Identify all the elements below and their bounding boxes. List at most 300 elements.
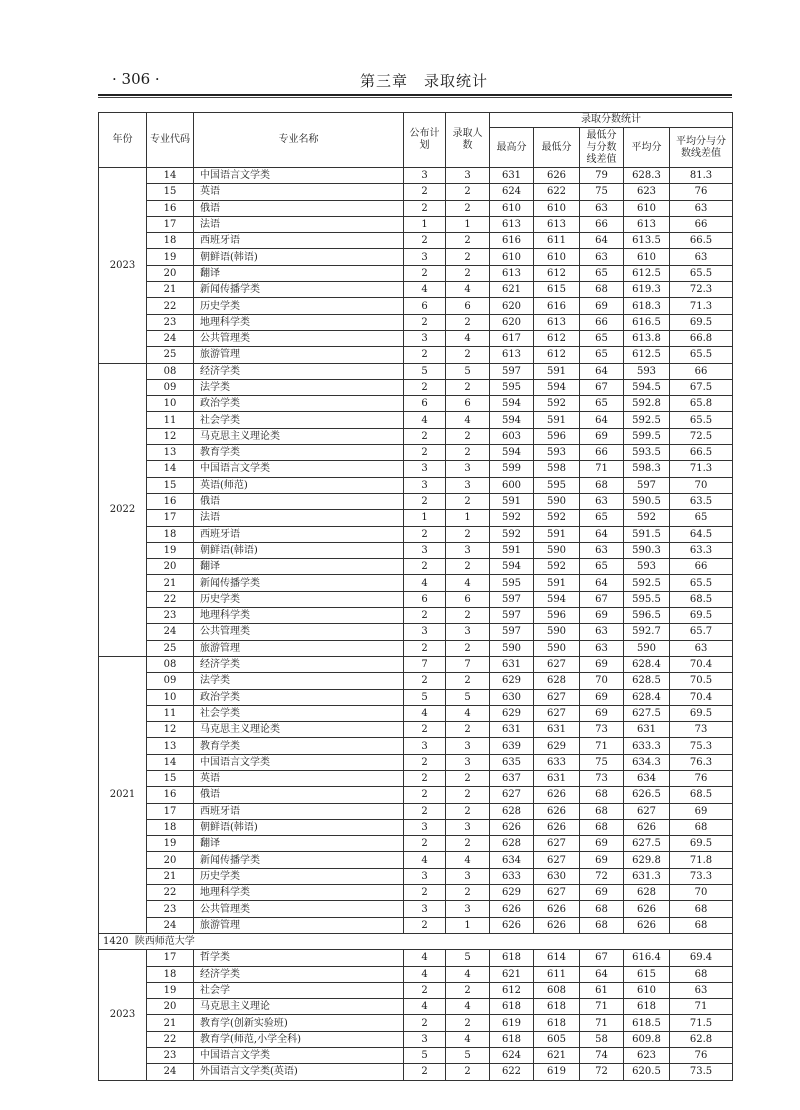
min-score-cell: 622 [534, 184, 580, 200]
max-score-cell: 594 [490, 412, 534, 428]
table-row [99, 477, 733, 493]
major-name-cell: 政治学类 [194, 396, 404, 412]
major-name-cell: 英语(师范) [194, 477, 404, 493]
plan-cell: 1 [404, 510, 446, 526]
min-score-cell: 613 [534, 216, 580, 232]
code-cell: 19 [147, 249, 194, 265]
major-name-cell: 政治学类 [194, 689, 404, 705]
avg-diff-cell: 66 [670, 363, 733, 379]
major-name-cell: 中国语言文学类 [194, 461, 404, 477]
max-score-cell: 626 [490, 901, 534, 917]
avg-score-cell: 629.8 [624, 852, 670, 868]
min-score-cell: 618 [534, 1015, 580, 1031]
min-diff-cell: 61 [580, 982, 624, 998]
min-diff-cell: 63 [580, 624, 624, 640]
plan-cell: 2 [404, 787, 446, 803]
table-row [99, 999, 733, 1015]
table-row [99, 363, 733, 379]
major-name-cell: 哲学类 [194, 950, 404, 966]
table-row [99, 330, 733, 346]
table-row [99, 982, 733, 998]
min-score-cell: 616 [534, 298, 580, 314]
admitted-cell: 3 [446, 477, 490, 493]
min-score-cell: 621 [534, 1048, 580, 1064]
max-score-cell: 595 [490, 575, 534, 591]
table-row [99, 542, 733, 558]
min-diff-cell: 66 [580, 216, 624, 232]
code-cell: 08 [147, 656, 194, 672]
min-diff-cell: 65 [580, 265, 624, 281]
table-row [99, 656, 733, 672]
code-cell: 21 [147, 868, 194, 884]
avg-score-cell: 623 [624, 184, 670, 200]
year-cell: 2023 [99, 950, 147, 1080]
major-name-cell: 朝鲜语(韩语) [194, 249, 404, 265]
code-cell: 22 [147, 1031, 194, 1047]
table-row [99, 917, 733, 933]
plan-cell: 2 [404, 673, 446, 689]
avg-diff-cell: 65.5 [670, 347, 733, 363]
table-row [99, 950, 733, 966]
admitted-cell: 2 [446, 885, 490, 901]
admitted-cell: 2 [446, 982, 490, 998]
table-row [99, 428, 733, 444]
major-name-cell: 公共管理类 [194, 624, 404, 640]
code-cell: 09 [147, 379, 194, 395]
major-name-cell: 历史学类 [194, 591, 404, 607]
avg-diff-cell: 68 [670, 917, 733, 933]
table-row [99, 461, 733, 477]
major-name-cell: 俄语 [194, 493, 404, 509]
avg-diff-cell: 69.5 [670, 608, 733, 624]
admitted-cell: 2 [446, 445, 490, 461]
max-score-cell: 594 [490, 396, 534, 412]
major-name-cell: 西班牙语 [194, 803, 404, 819]
avg-score-cell: 592 [624, 510, 670, 526]
min-score-cell: 627 [534, 656, 580, 672]
min-diff-cell: 69 [580, 656, 624, 672]
admitted-cell: 6 [446, 298, 490, 314]
table-row [99, 1031, 733, 1047]
code-cell: 15 [147, 770, 194, 786]
table-row [99, 216, 733, 232]
table-row [99, 819, 733, 835]
avg-diff-cell: 72.3 [670, 282, 733, 298]
avg-score-cell: 598.3 [624, 461, 670, 477]
avg-diff-cell: 68 [670, 901, 733, 917]
max-score-cell: 639 [490, 738, 534, 754]
plan-cell: 4 [404, 999, 446, 1015]
min-diff-cell: 68 [580, 901, 624, 917]
avg-diff-cell: 75.3 [670, 738, 733, 754]
admitted-cell: 2 [446, 673, 490, 689]
table-row [99, 966, 733, 982]
min-score-cell: 592 [534, 396, 580, 412]
plan-cell: 3 [404, 477, 446, 493]
min-diff-cell: 64 [580, 363, 624, 379]
avg-diff-cell: 70 [670, 477, 733, 493]
admitted-cell: 5 [446, 689, 490, 705]
plan-cell: 6 [404, 396, 446, 412]
code-cell: 13 [147, 445, 194, 461]
plan-cell: 3 [404, 868, 446, 884]
code-cell: 17 [147, 510, 194, 526]
min-diff-cell: 70 [580, 673, 624, 689]
admitted-cell: 2 [446, 347, 490, 363]
admitted-cell: 2 [446, 379, 490, 395]
min-diff-cell: 73 [580, 722, 624, 738]
code-cell: 14 [147, 168, 194, 184]
min-score-cell: 593 [534, 445, 580, 461]
avg-score-cell: 631 [624, 722, 670, 738]
min-diff-cell: 72 [580, 868, 624, 884]
plan-cell: 2 [404, 233, 446, 249]
code-cell: 14 [147, 461, 194, 477]
code-cell: 17 [147, 803, 194, 819]
plan-cell: 1 [404, 216, 446, 232]
plan-cell: 2 [404, 754, 446, 770]
min-score-cell: 626 [534, 803, 580, 819]
min-diff-cell: 71 [580, 738, 624, 754]
avg-diff-cell: 68.5 [670, 787, 733, 803]
min-diff-cell: 69 [580, 852, 624, 868]
plan-cell: 2 [404, 265, 446, 281]
avg-score-cell: 626 [624, 901, 670, 917]
avg-score-cell: 592.5 [624, 412, 670, 428]
table-row [99, 673, 733, 689]
max-score-cell: 619 [490, 1015, 534, 1031]
avg-score-cell: 627 [624, 803, 670, 819]
min-score-cell: 591 [534, 363, 580, 379]
avg-diff-cell: 66.5 [670, 445, 733, 461]
avg-diff-cell: 65.5 [670, 412, 733, 428]
header-max: 最高分 [490, 128, 534, 168]
admitted-cell: 2 [446, 493, 490, 509]
plan-cell: 2 [404, 722, 446, 738]
chapter-title: 第三章 录取统计 [360, 72, 489, 90]
table-row [99, 282, 733, 298]
major-name-cell: 新闻传播学类 [194, 282, 404, 298]
table-row [99, 379, 733, 395]
avg-score-cell: 628.4 [624, 656, 670, 672]
min-score-cell: 594 [534, 591, 580, 607]
min-diff-cell: 75 [580, 754, 624, 770]
code-cell: 14 [147, 754, 194, 770]
major-name-cell: 新闻传播学类 [194, 575, 404, 591]
plan-cell: 3 [404, 542, 446, 558]
avg-score-cell: 628 [624, 885, 670, 901]
avg-diff-cell: 63 [670, 640, 733, 656]
major-name-cell: 中国语言文学类 [194, 168, 404, 184]
code-cell: 13 [147, 738, 194, 754]
avg-diff-cell: 71.3 [670, 298, 733, 314]
table-row [99, 705, 733, 721]
plan-cell: 2 [404, 770, 446, 786]
table-row [99, 836, 733, 852]
min-diff-cell: 69 [580, 298, 624, 314]
max-score-cell: 631 [490, 656, 534, 672]
plan-cell: 2 [404, 836, 446, 852]
min-score-cell: 590 [534, 493, 580, 509]
admitted-cell: 2 [446, 1064, 490, 1080]
max-score-cell: 591 [490, 493, 534, 509]
max-score-cell: 590 [490, 640, 534, 656]
table-row [99, 559, 733, 575]
major-name-cell: 马克思主义理论类 [194, 722, 404, 738]
table-row [99, 396, 733, 412]
table-row [99, 885, 733, 901]
min-score-cell: 605 [534, 1031, 580, 1047]
code-cell: 15 [147, 477, 194, 493]
min-score-cell: 618 [534, 999, 580, 1015]
avg-diff-cell: 69.4 [670, 950, 733, 966]
avg-score-cell: 590 [624, 640, 670, 656]
plan-cell: 2 [404, 559, 446, 575]
min-score-cell: 628 [534, 673, 580, 689]
major-name-cell: 旅游管理 [194, 640, 404, 656]
major-name-cell: 公共管理类 [194, 901, 404, 917]
plan-cell: 3 [404, 819, 446, 835]
code-cell: 16 [147, 200, 194, 216]
min-diff-cell: 63 [580, 249, 624, 265]
max-score-cell: 629 [490, 885, 534, 901]
min-diff-cell: 64 [580, 233, 624, 249]
min-score-cell: 615 [534, 282, 580, 298]
table-row [99, 510, 733, 526]
min-diff-cell: 69 [580, 608, 624, 624]
admitted-cell: 6 [446, 591, 490, 607]
major-name-cell: 法学类 [194, 673, 404, 689]
max-score-cell: 616 [490, 233, 534, 249]
admitted-cell: 2 [446, 559, 490, 575]
avg-score-cell: 628.4 [624, 689, 670, 705]
admitted-cell: 1 [446, 216, 490, 232]
plan-cell: 2 [404, 640, 446, 656]
avg-diff-cell: 69.5 [670, 836, 733, 852]
min-score-cell: 592 [534, 559, 580, 575]
table-row [99, 168, 733, 184]
avg-diff-cell: 66 [670, 216, 733, 232]
avg-diff-cell: 73.3 [670, 868, 733, 884]
avg-score-cell: 591.5 [624, 526, 670, 542]
major-name-cell: 地理科学类 [194, 608, 404, 624]
table-body [99, 168, 733, 1081]
min-diff-cell: 64 [580, 575, 624, 591]
plan-cell: 7 [404, 656, 446, 672]
min-score-cell: 627 [534, 836, 580, 852]
code-cell: 12 [147, 722, 194, 738]
max-score-cell: 621 [490, 966, 534, 982]
min-diff-cell: 63 [580, 493, 624, 509]
admitted-cell: 4 [446, 575, 490, 591]
min-diff-cell: 69 [580, 689, 624, 705]
avg-diff-cell: 71.3 [670, 461, 733, 477]
avg-diff-cell: 64.5 [670, 526, 733, 542]
min-score-cell: 596 [534, 428, 580, 444]
avg-diff-cell: 76 [670, 770, 733, 786]
major-name-cell: 教育学(师范,小学全科) [194, 1031, 404, 1047]
max-score-cell: 628 [490, 803, 534, 819]
major-name-cell: 法语 [194, 216, 404, 232]
avg-diff-cell: 70.5 [670, 673, 733, 689]
table-row [99, 624, 733, 640]
avg-score-cell: 593.5 [624, 445, 670, 461]
max-score-cell: 591 [490, 542, 534, 558]
plan-cell: 3 [404, 901, 446, 917]
table-row [99, 233, 733, 249]
admitted-cell: 2 [446, 184, 490, 200]
max-score-cell: 592 [490, 526, 534, 542]
major-name-cell: 朝鲜语(韩语) [194, 819, 404, 835]
max-score-cell: 610 [490, 200, 534, 216]
min-score-cell: 619 [534, 1064, 580, 1080]
min-diff-cell: 67 [580, 379, 624, 395]
university-name: 陕西师范大学 [134, 936, 195, 948]
major-name-cell: 教育学类 [194, 445, 404, 461]
max-score-cell: 622 [490, 1064, 534, 1080]
avg-score-cell: 612.5 [624, 347, 670, 363]
min-score-cell: 590 [534, 542, 580, 558]
admitted-cell: 4 [446, 852, 490, 868]
major-name-cell: 经济学类 [194, 363, 404, 379]
avg-diff-cell: 76 [670, 1048, 733, 1064]
code-cell: 24 [147, 917, 194, 933]
admitted-cell: 4 [446, 705, 490, 721]
plan-cell: 4 [404, 852, 446, 868]
max-score-cell: 629 [490, 673, 534, 689]
code-cell: 22 [147, 591, 194, 607]
avg-score-cell: 612.5 [624, 265, 670, 281]
avg-score-cell: 609.8 [624, 1031, 670, 1047]
min-diff-cell: 72 [580, 1064, 624, 1080]
admitted-cell: 1 [446, 510, 490, 526]
major-name-cell: 经济学类 [194, 966, 404, 982]
min-diff-cell: 69 [580, 885, 624, 901]
avg-diff-cell: 65.7 [670, 624, 733, 640]
table-row [99, 803, 733, 819]
major-name-cell: 翻译 [194, 836, 404, 852]
avg-diff-cell: 66.5 [670, 233, 733, 249]
major-name-cell: 中国语言文学类 [194, 754, 404, 770]
avg-diff-cell: 65.5 [670, 575, 733, 591]
plan-cell: 5 [404, 689, 446, 705]
code-cell: 11 [147, 412, 194, 428]
plan-cell: 2 [404, 184, 446, 200]
min-diff-cell: 66 [580, 314, 624, 330]
max-score-cell: 627 [490, 787, 534, 803]
min-diff-cell: 71 [580, 999, 624, 1015]
code-cell: 20 [147, 559, 194, 575]
admitted-cell: 2 [446, 1015, 490, 1031]
code-cell: 20 [147, 999, 194, 1015]
table-row [99, 591, 733, 607]
min-score-cell: 608 [534, 982, 580, 998]
admitted-cell: 3 [446, 868, 490, 884]
major-name-cell: 地理科学类 [194, 314, 404, 330]
min-diff-cell: 69 [580, 836, 624, 852]
avg-score-cell: 610 [624, 200, 670, 216]
header-score-stats: 录取分数统计 [490, 113, 733, 128]
min-score-cell: 610 [534, 200, 580, 216]
table-row [99, 722, 733, 738]
avg-score-cell: 613 [624, 216, 670, 232]
avg-score-cell: 618 [624, 999, 670, 1015]
avg-diff-cell: 63 [670, 200, 733, 216]
admitted-cell: 3 [446, 461, 490, 477]
avg-diff-cell: 68.5 [670, 591, 733, 607]
min-diff-cell: 65 [580, 330, 624, 346]
university-label [99, 933, 733, 949]
plan-cell: 2 [404, 526, 446, 542]
admitted-cell: 2 [446, 200, 490, 216]
plan-cell: 2 [404, 347, 446, 363]
avg-score-cell: 599.5 [624, 428, 670, 444]
min-score-cell: 626 [534, 787, 580, 803]
max-score-cell: 635 [490, 754, 534, 770]
header-admitted: 录取人数 [446, 113, 490, 168]
header-rule-thin [98, 97, 732, 98]
min-diff-cell: 67 [580, 591, 624, 607]
major-name-cell: 历史学类 [194, 298, 404, 314]
table-row [99, 640, 733, 656]
major-name-cell: 法语 [194, 510, 404, 526]
code-cell: 10 [147, 689, 194, 705]
min-diff-cell: 69 [580, 705, 624, 721]
code-cell: 19 [147, 982, 194, 998]
table-row [99, 184, 733, 200]
min-diff-cell: 71 [580, 461, 624, 477]
max-score-cell: 610 [490, 249, 534, 265]
avg-diff-cell: 68 [670, 966, 733, 982]
avg-score-cell: 593 [624, 363, 670, 379]
min-diff-cell: 68 [580, 917, 624, 933]
table-row [99, 575, 733, 591]
avg-score-cell: 618.3 [624, 298, 670, 314]
table-row [99, 689, 733, 705]
min-score-cell: 631 [534, 770, 580, 786]
max-score-cell: 620 [490, 298, 534, 314]
avg-score-cell: 613.8 [624, 330, 670, 346]
admitted-cell: 4 [446, 330, 490, 346]
avg-score-cell: 628.5 [624, 673, 670, 689]
avg-diff-cell: 63.5 [670, 493, 733, 509]
code-cell: 12 [147, 428, 194, 444]
code-cell: 19 [147, 836, 194, 852]
min-score-cell: 612 [534, 330, 580, 346]
min-score-cell: 590 [534, 640, 580, 656]
min-diff-cell: 73 [580, 770, 624, 786]
code-cell: 23 [147, 901, 194, 917]
header-year: 年份 [99, 113, 147, 168]
admitted-cell: 3 [446, 624, 490, 640]
avg-diff-cell: 76.3 [670, 754, 733, 770]
table-row [99, 314, 733, 330]
code-cell: 25 [147, 640, 194, 656]
max-score-cell: 631 [490, 168, 534, 184]
min-score-cell: 611 [534, 966, 580, 982]
min-diff-cell: 69 [580, 428, 624, 444]
max-score-cell: 597 [490, 608, 534, 624]
major-name-cell: 马克思主义理论 [194, 999, 404, 1015]
admitted-cell: 5 [446, 1048, 490, 1064]
table-row [99, 265, 733, 281]
max-score-cell: 637 [490, 770, 534, 786]
admitted-cell: 4 [446, 1031, 490, 1047]
plan-cell: 3 [404, 1031, 446, 1047]
avg-score-cell: 616.5 [624, 314, 670, 330]
plan-cell: 2 [404, 917, 446, 933]
table-row [99, 526, 733, 542]
